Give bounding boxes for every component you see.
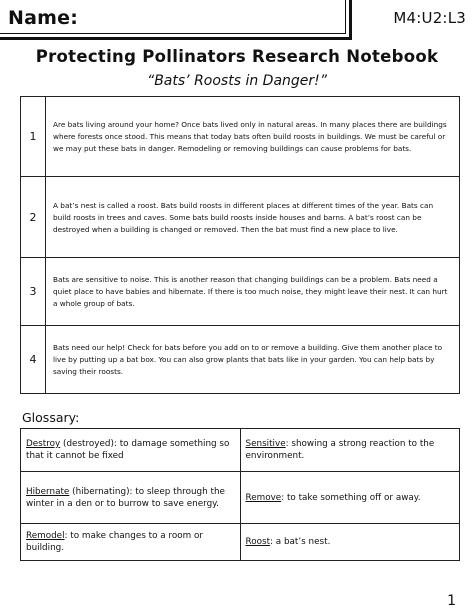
glossary-term: Remodel (26, 531, 65, 541)
glossary-term: Sensitive (245, 439, 286, 449)
article-title: “Bats’ Roosts in Danger!” (146, 73, 328, 89)
glossary-entry (240, 472, 460, 524)
glossary-entry (240, 524, 460, 561)
glossary-term: Roost (245, 537, 271, 547)
paragraph-row (21, 326, 460, 394)
paragraph-text: Are bats living around your home? Once bats lived only in natural areas. In many places there are buildings where forests once stood. This means that today bats often build roosts in buildings. We must be careful or we may put these bats in danger. Remodeling or removing buildings can cause problems for bats. (46, 97, 460, 177)
glossary-definition: : to make changes to a room or building. (26, 531, 203, 553)
paragraph-text: Bats need our help! Check for bats before you add on to or remove a building. Give them another place to live by putting up a bat box. You can also grow plants that bats like in your garden. You can help bats by saving their roosts. (46, 326, 460, 394)
name-label: Name: (8, 7, 79, 29)
glossary-table (20, 428, 460, 561)
paragraph-text: Bats are sensitive to noise. This is another reason that changing buildings can be a problem. Bats need a quiet place to have babies and hibernate. If there is too much noise, they might leave their nest. It can hurt a whole group of bats. (46, 258, 460, 326)
glossary-term: Hibernate (26, 486, 70, 497)
lesson-code: M4:U2:L3 (393, 9, 466, 27)
glossary-term: Remove (245, 492, 282, 503)
name-box (0, 0, 352, 40)
glossary-definition: (destroyed): to damage something so that it cannot be fixed (26, 439, 230, 461)
glossary-row (21, 524, 460, 561)
paragraph-table (20, 96, 460, 394)
paragraph-row (21, 177, 460, 258)
page-number: 1 (447, 593, 456, 609)
glossary-definition: : a bat’s nest. (270, 537, 331, 547)
glossary-definition: : to take something off or away. (281, 492, 421, 503)
paragraph-number: 2 (21, 177, 46, 258)
glossary-entry (21, 472, 241, 524)
glossary-definition: (hibernating): to sleep through the winter in a den or to burrow to save energy. (26, 486, 225, 509)
glossary-entry (21, 429, 241, 472)
glossary-term: Destroy (26, 439, 61, 449)
glossary-row (21, 429, 460, 472)
glossary-entry (240, 429, 460, 472)
paragraph-text: A bat’s nest is called a roost. Bats build roosts in different places at different times of the year. Bats can build roosts in trees and caves. Some bats build roosts inside houses and barns. A bat’s roost can be destroyed when a building is changed or removed. Then the bat must find a new place to live. (46, 177, 460, 258)
glossary-row (21, 472, 460, 524)
paragraph-row (21, 258, 460, 326)
glossary-label: Glossary: (22, 410, 80, 425)
paragraph-number: 4 (21, 326, 46, 394)
paragraph-number: 1 (21, 97, 46, 177)
page-title: Protecting Pollinators Research Notebook (35, 47, 439, 66)
paragraph-number: 3 (21, 258, 46, 326)
glossary-entry (21, 524, 241, 561)
glossary-definition: : showing a strong reaction to the environment. (245, 439, 435, 461)
paragraph-row (21, 97, 460, 177)
